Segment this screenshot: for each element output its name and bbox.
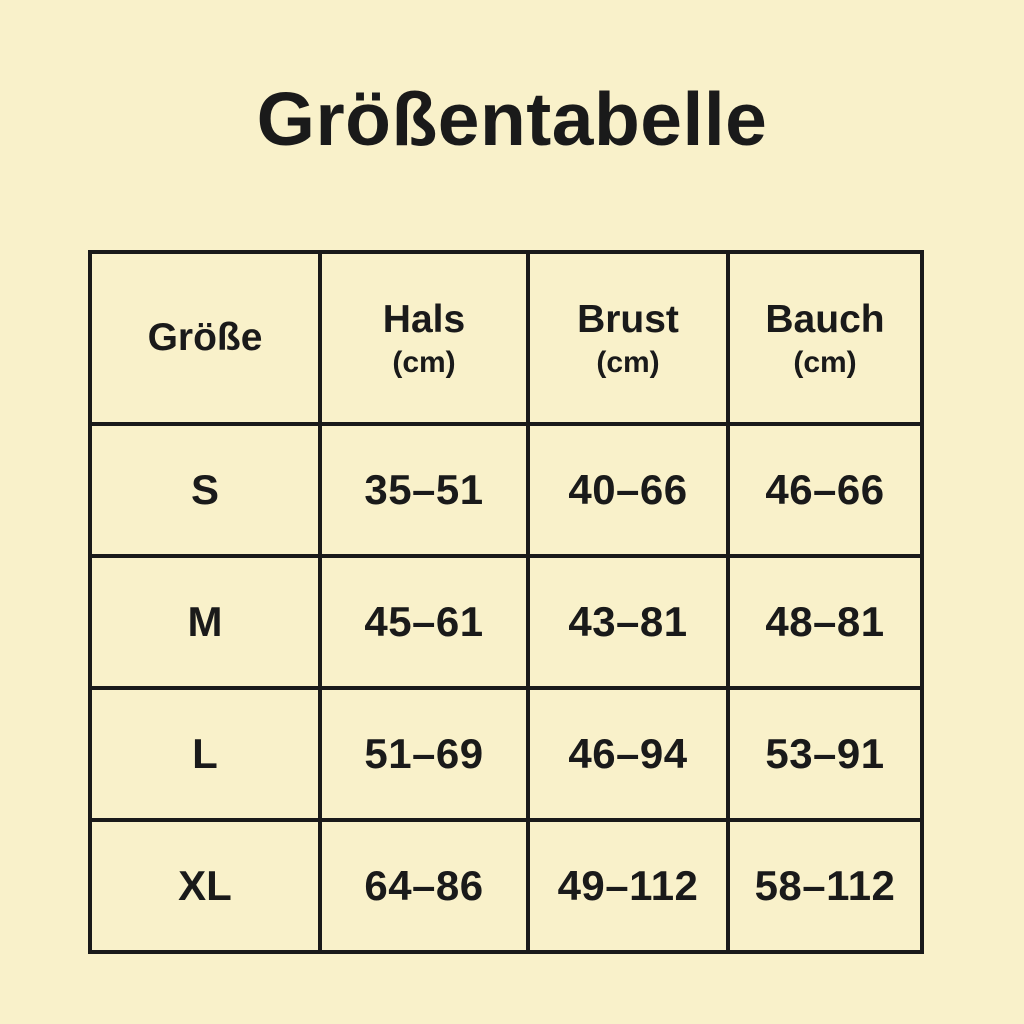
hals-cell: 35–51 bbox=[320, 424, 528, 556]
header-row bbox=[90, 252, 922, 424]
size-cell: L bbox=[90, 688, 320, 820]
brust-cell: 43–81 bbox=[528, 556, 728, 688]
table-row-xl bbox=[90, 820, 922, 952]
brust-cell: 46–94 bbox=[528, 688, 728, 820]
hals-cell: 64–86 bbox=[320, 820, 528, 952]
hals-cell: 51–69 bbox=[320, 688, 528, 820]
table-row-l bbox=[90, 688, 922, 820]
table-row-s bbox=[90, 424, 922, 556]
bauch-cell: 48–81 bbox=[728, 556, 922, 688]
column-unit-brust: (cm) bbox=[596, 346, 660, 380]
column-header-bauch bbox=[728, 252, 922, 424]
brust-cell: 40–66 bbox=[528, 424, 728, 556]
column-header-groesse bbox=[90, 252, 320, 424]
table-row-m bbox=[90, 556, 922, 688]
column-header-hals bbox=[320, 252, 528, 424]
size-cell: XL bbox=[90, 820, 320, 952]
bauch-cell: 53–91 bbox=[728, 688, 922, 820]
column-header-brust bbox=[528, 252, 728, 424]
size-cell: M bbox=[90, 556, 320, 688]
column-label-groesse: Größe bbox=[147, 315, 263, 359]
hals-cell: 45–61 bbox=[320, 556, 528, 688]
column-label-brust: Brust bbox=[577, 297, 679, 341]
size-cell: S bbox=[90, 424, 320, 556]
brust-cell: 49–112 bbox=[528, 820, 728, 952]
column-label-hals: Hals bbox=[382, 297, 466, 341]
bauch-cell: 58–112 bbox=[728, 820, 922, 952]
page-title: Größentabelle bbox=[256, 77, 768, 161]
size-chart-table bbox=[88, 250, 924, 954]
column-label-bauch: Bauch bbox=[765, 297, 885, 341]
column-unit-hals: (cm) bbox=[392, 346, 456, 380]
bauch-cell: 46–66 bbox=[728, 424, 922, 556]
column-unit-bauch: (cm) bbox=[793, 346, 857, 380]
